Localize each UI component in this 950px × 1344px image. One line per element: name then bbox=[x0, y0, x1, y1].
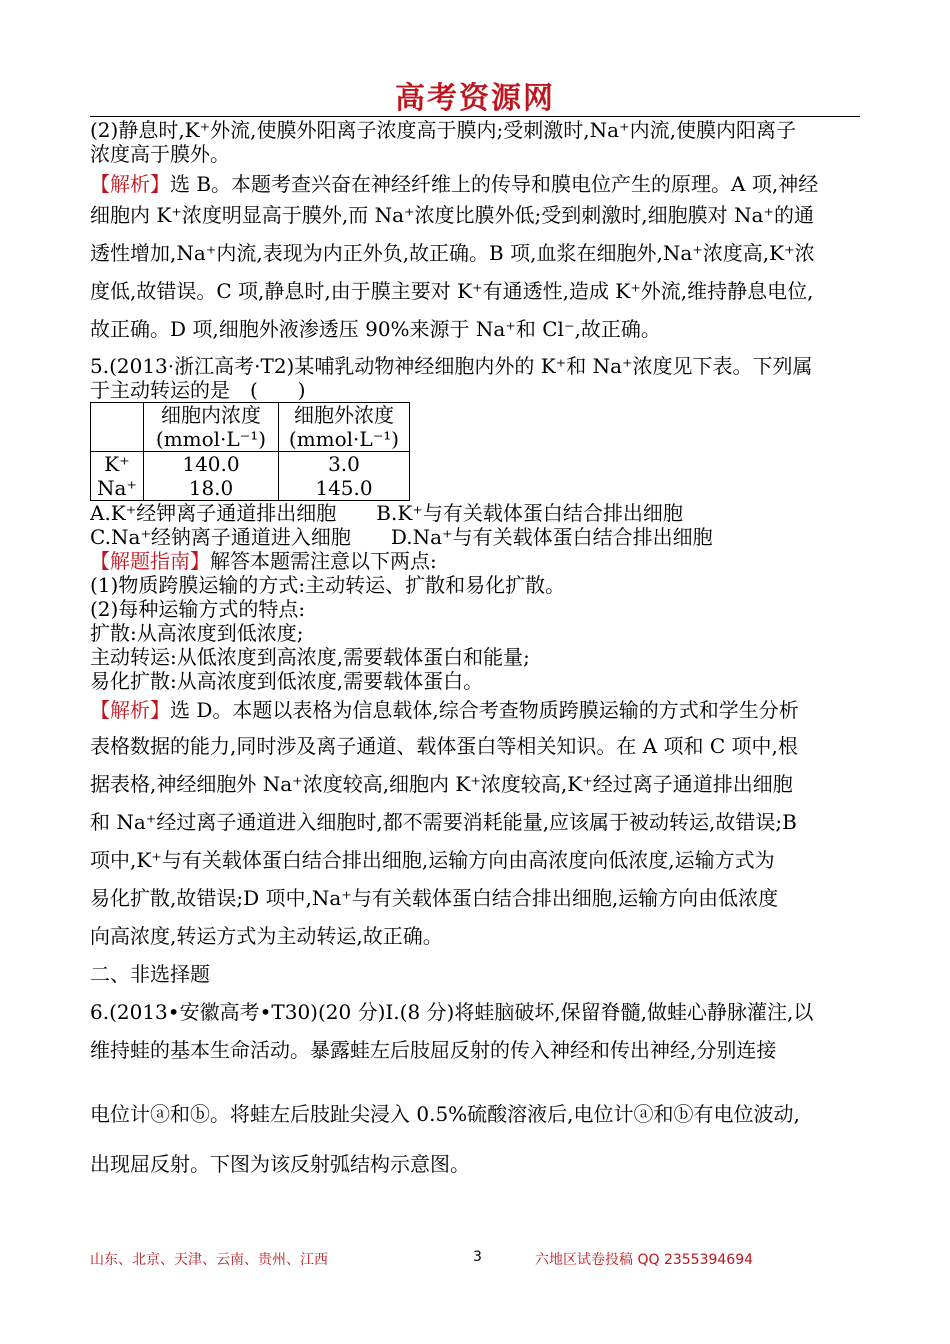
footer-regions: 山东、北京、天津、云南、贵州、江西 bbox=[90, 1252, 328, 1268]
analysis-line: 向高浓度,转运方式为主动转运,故正确。 bbox=[90, 924, 443, 948]
question-line: 电位计ⓐ和ⓑ。将蛙左后肢趾尖浸入 0.5%硫酸溶液后,电位计ⓐ和ⓑ有电位波动, bbox=[90, 1102, 800, 1126]
analysis-tag: 【解析】 bbox=[90, 172, 170, 196]
question-line: 出现屈反射。下图为该反射弧结构示意图。 bbox=[90, 1152, 470, 1176]
guide-line: (2)每种运输方式的特点: bbox=[90, 597, 306, 621]
section-title: 二、非选择题 bbox=[90, 962, 210, 986]
guide-line bbox=[90, 549, 862, 573]
ion-label: Na⁺ bbox=[97, 476, 137, 500]
analysis-line: 和 Na⁺经过离子通道进入细胞时,都不需要消耗能量,应该属于被动转运,故错误;B bbox=[90, 810, 797, 834]
analysis-line bbox=[90, 693, 862, 727]
header-text: 细胞外浓度 bbox=[293, 403, 394, 427]
question-line: 5.(2013·浙江高考·T2)某哺乳动物神经细胞内外的 K⁺和 Na⁺浓度见下表。下列属 bbox=[90, 354, 813, 378]
text-line: (2)静息时,K⁺外流,使膜外阳离子浓度高于膜内;受刺激时,Na⁺内流,使膜内阳离子 bbox=[90, 118, 796, 142]
table-cell bbox=[143, 452, 278, 501]
table-cell bbox=[278, 452, 409, 501]
question-line: 维持蛙的基本生命活动。暴露蛙左后肢屈反射的传入神经和传出神经,分别连接 bbox=[90, 1038, 777, 1062]
analysis-line: 表格数据的能力,同时涉及离子通道、载体蛋白等相关知识。在 A 项和 C 项中,根 bbox=[90, 734, 798, 758]
table-header-row bbox=[91, 403, 410, 452]
option-line: C.Na⁺经钠离子通道进入细胞 D.Na⁺与有关载体蛋白结合排出细胞 bbox=[90, 525, 713, 549]
question-line: 6.(2013•安徽高考•T30)(20 分)Ⅰ.(8 分)将蛙脑破坏,保留脊髓,做蛙心静脉灌注,以 bbox=[90, 1000, 814, 1024]
analysis-text: 选 D。本题以表格为信息载体,综合考查物质跨膜运输的方式和学生分析 bbox=[170, 698, 799, 722]
page-number: 3 bbox=[473, 1249, 482, 1265]
concentration-table bbox=[90, 402, 410, 501]
document-body bbox=[90, 118, 862, 1189]
ion-label: K⁺ bbox=[104, 452, 130, 476]
header-unit: (mmol·L⁻¹) bbox=[288, 427, 400, 451]
footer-contact: 六地区试卷投稿 QQ 2355394694 bbox=[535, 1252, 754, 1268]
analysis-line: 故正确。D 项,细胞外液渗透压 90%来源于 Na⁺和 Cl⁻,故正确。 bbox=[90, 317, 661, 341]
inside-value: 18.0 bbox=[188, 476, 234, 500]
guide-line: 易化扩散:从高浓度到低浓度,需要载体蛋白。 bbox=[90, 669, 484, 693]
analysis-line bbox=[90, 172, 862, 196]
table-header-cell bbox=[278, 403, 409, 452]
header-divider bbox=[90, 116, 860, 117]
header-unit: (mmol·L⁻¹) bbox=[155, 427, 267, 451]
question-line: 于主动转运的是 ( ) bbox=[90, 378, 306, 402]
analysis-line: 度低,故错误。C 项,静息时,由于膜主要对 K⁺有通透性,造成 K⁺外流,维持静息电位, bbox=[90, 279, 814, 303]
inside-value: 140.0 bbox=[182, 452, 240, 476]
analysis-line: 据表格,神经细胞外 Na⁺浓度较高,细胞内 K⁺浓度较高,K⁺经过离子通道排出细胞 bbox=[90, 772, 793, 796]
guide-tag: 【解题指南】 bbox=[90, 549, 210, 573]
outside-value: 3.0 bbox=[328, 452, 360, 476]
analysis-text: 选 B。本题考查兴奋在神经纤维上的传导和膜电位产生的原理。A 项,神经 bbox=[170, 172, 819, 196]
table-corner-cell bbox=[91, 403, 144, 452]
analysis-line: 透性增加,Na⁺内流,表现为内正外负,故正确。B 项,血浆在细胞外,Na⁺浓度高,K⁺浓 bbox=[90, 241, 815, 265]
guide-line: 主动转运:从低浓度到高浓度,需要载体蛋白和能量; bbox=[90, 645, 530, 669]
header-text: 细胞内浓度 bbox=[160, 403, 261, 427]
table-header-cell bbox=[143, 403, 278, 452]
text-line: 浓度高于膜外。 bbox=[90, 142, 230, 166]
outside-value: 145.0 bbox=[315, 476, 373, 500]
analysis-tag: 【解析】 bbox=[90, 698, 170, 722]
analysis-line: 项中,K⁺与有关载体蛋白结合排出细胞,运输方向由高浓度向低浓度,运输方式为 bbox=[90, 848, 775, 872]
table-row bbox=[91, 452, 410, 501]
guide-text: 解答本题需注意以下两点: bbox=[210, 549, 437, 573]
analysis-line: 易化扩散,故错误;D 项中,Na⁺与有关载体蛋白结合排出细胞,运输方向由低浓度 bbox=[90, 886, 779, 910]
guide-line: (1)物质跨膜运输的方式:主动转运、扩散和易化扩散。 bbox=[90, 573, 566, 597]
guide-line: 扩散:从高浓度到低浓度; bbox=[90, 621, 304, 645]
option-line: A.K⁺经钾离子通道排出细胞 B.K⁺与有关载体蛋白结合排出细胞 bbox=[90, 501, 683, 525]
site-title: 高考资源网 bbox=[395, 81, 555, 116]
analysis-line: 细胞内 K⁺浓度明显高于膜外,而 Na⁺浓度比膜外低;受到刺激时,细胞膜对 Na⁺的通 bbox=[90, 203, 814, 227]
table-cell bbox=[91, 452, 144, 501]
